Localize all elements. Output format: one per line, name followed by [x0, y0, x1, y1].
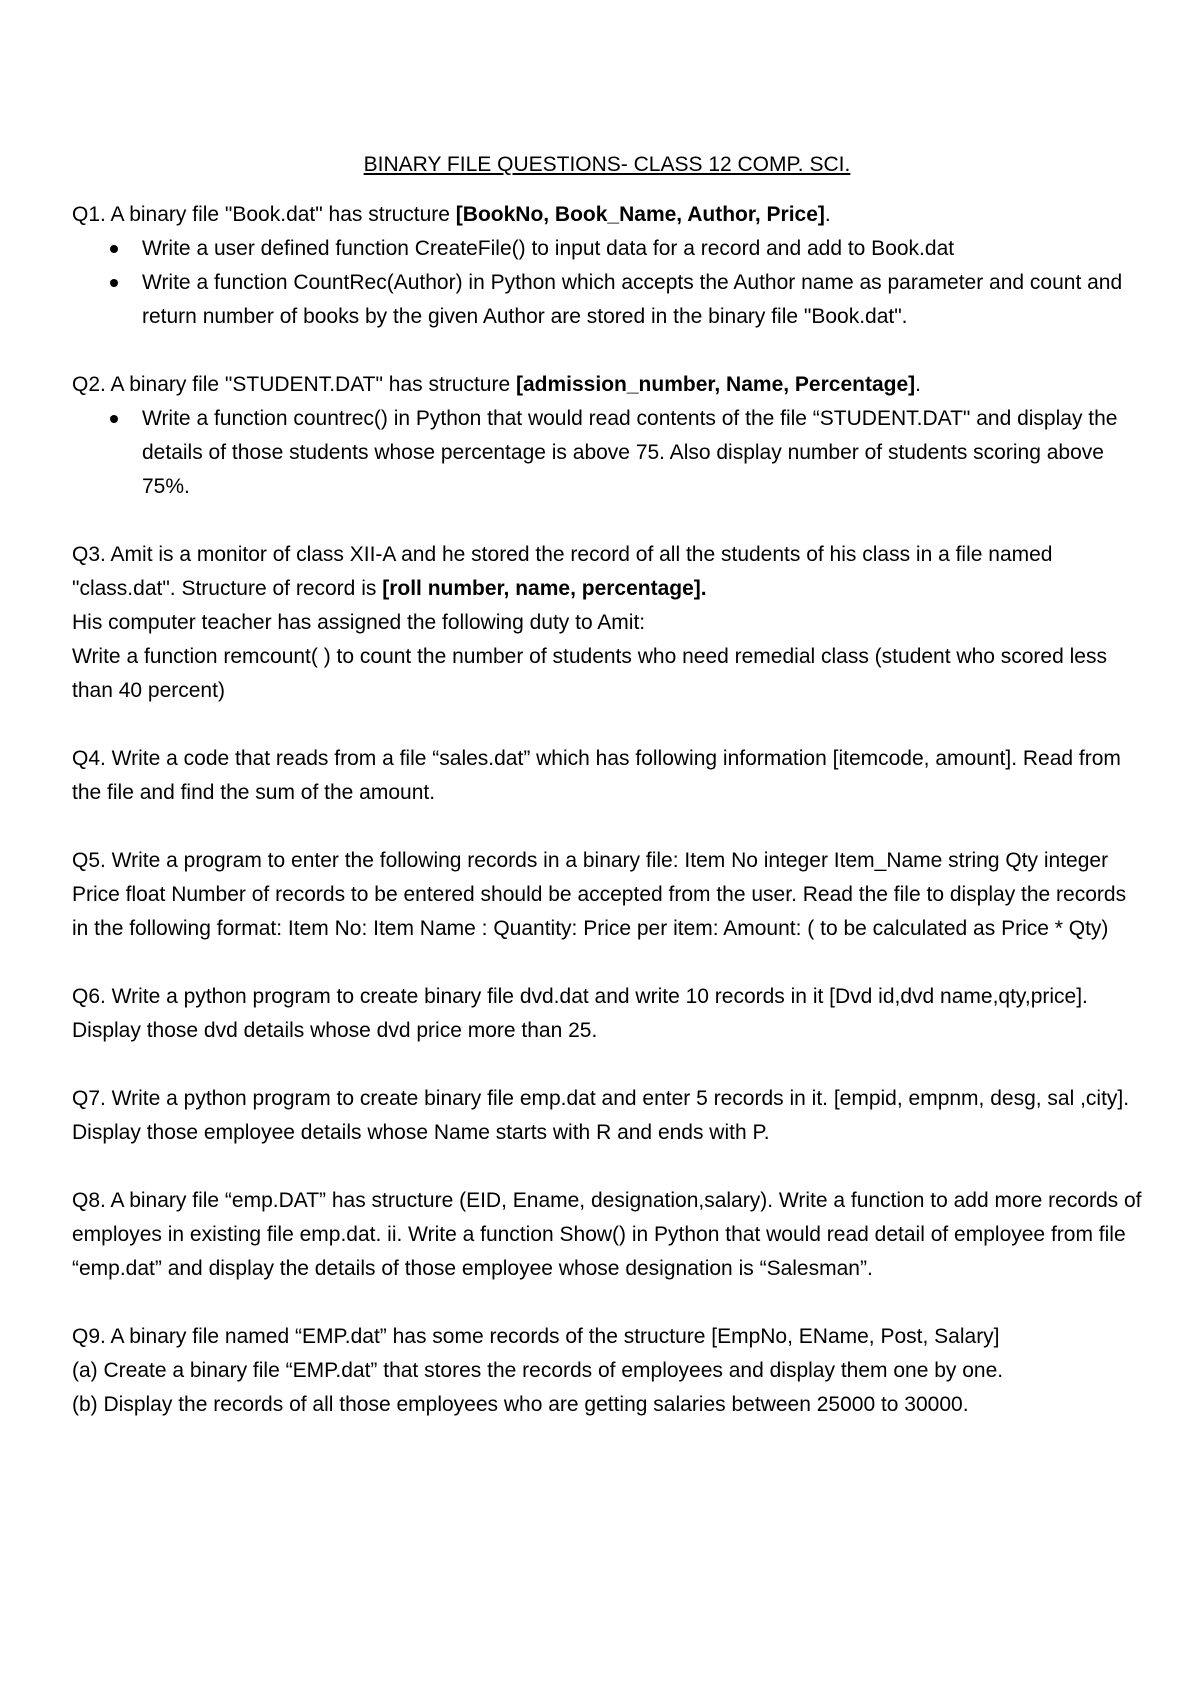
- question-6-text: Q6. Write a python program to create binary file dvd.dat and write 10 records in it [Dvd id,dvd name,qty,price]. Display those dvd details whose dvd price more than 25.: [72, 985, 1088, 1042]
- question-3-end: .: [700, 577, 707, 600]
- question-9-line-3: (b) Display the records of all those employees who are getting salaries between 25000 to 30000.: [72, 1393, 969, 1416]
- question-7: [72, 1082, 1142, 1150]
- page-title: BINARY FILE QUESTIONS- CLASS 12 COMP. SCI.: [363, 153, 851, 176]
- list-item: [72, 266, 1142, 334]
- question-5-text: Q5. Write a program to enter the following records in a binary file: Item No integer Item_Name string Qty integer Price float Number of records to be entered should be accepted from the user. Read the file to display the records in the following format: Item No: Item Name : Quantity: Price per item: Amount: ( to be calculated as Price * Qty): [72, 849, 1127, 940]
- question-8-text: Q8. A binary file “emp.DAT” has structure (EID, Ename, designation,salary). Write a function to add more records of employes in existing file emp.dat. ii. Write a function Show() in Python that would read detail of employee from file “emp.dat” and display the details of those employee whose designation is “Salesman”.: [72, 1189, 1142, 1280]
- question-2: [72, 368, 1142, 504]
- question-5: [72, 844, 1142, 946]
- question-3-line-3: Write a function remcount( ) to count the number of students who need remedial class (student who scored less than 40 percent): [72, 645, 1107, 702]
- question-3: [72, 538, 1142, 708]
- question-9-line-2: (a) Create a binary file “EMP.dat” that stores the records of employees and display them one by one.: [72, 1359, 1004, 1382]
- question-3-intro: [72, 538, 1142, 606]
- question-1-end: .: [824, 203, 831, 226]
- question-8: [72, 1184, 1142, 1286]
- question-1-intro: [72, 198, 1142, 232]
- question-4-text: Q4. Write a code that reads from a file “sales.dat” which has following information [itemcode, amount]. Read from the file and find the sum of the amount.: [72, 747, 1121, 804]
- question-2-intro: [72, 368, 1142, 402]
- list-item: [72, 402, 1142, 504]
- question-1-bullets: [72, 232, 1142, 334]
- bullet-icon: [110, 415, 118, 423]
- document-content: [72, 148, 1142, 1456]
- question-3-text: Q3. Amit is a monitor of class XII-A and he stored the record of all the students of his class in a file named "class.dat". Structure of record is: [72, 543, 1053, 600]
- bullet-text: Write a function CountRec(Author) in Python which accepts the Author name as parameter and count and return number of books by the given Author are stored in the binary file "Book.dat".: [142, 271, 1123, 328]
- bullet-text: Write a user defined function CreateFile() to input data for a record and add to Book.dat: [142, 237, 955, 260]
- bullet-icon: [110, 279, 118, 287]
- question-2-structure: [admission_number, Name, Percentage]: [516, 373, 916, 396]
- bullet-text: Write a function countrec() in Python that would read contents of the file “STUDENT.DAT" and display the details of those students whose percentage is above 75. Also display number of students scoring above 75%.: [142, 407, 1118, 498]
- question-6: [72, 980, 1142, 1048]
- question-3-structure: [roll number, name, percentage]: [382, 577, 701, 600]
- list-item: [72, 232, 1142, 266]
- question-1-structure: [BookNo, Book_Name, Author, Price]: [455, 203, 825, 226]
- question-1: [72, 198, 1142, 334]
- question-7-text: Q7. Write a python program to create binary file emp.dat and enter 5 records in it. [empid, empnm, desg, sal ,city]. Display those employee details whose Name starts with R and ends with P.: [72, 1087, 1130, 1144]
- question-1-text: Q1. A binary file "Book.dat" has structure: [72, 203, 456, 226]
- question-9: [72, 1320, 1142, 1422]
- bullet-icon: [110, 245, 118, 253]
- question-4: [72, 742, 1142, 810]
- question-2-text: Q2. A binary file "STUDENT.DAT" has structure: [72, 373, 516, 396]
- question-3-line-2: His computer teacher has assigned the following duty to Amit:: [72, 611, 646, 634]
- question-2-bullets: [72, 402, 1142, 504]
- question-9-line-1: Q9. A binary file named “EMP.dat” has some records of the structure [EmpNo, EName, Post, Salary]: [72, 1325, 1000, 1348]
- question-2-end: .: [915, 373, 921, 396]
